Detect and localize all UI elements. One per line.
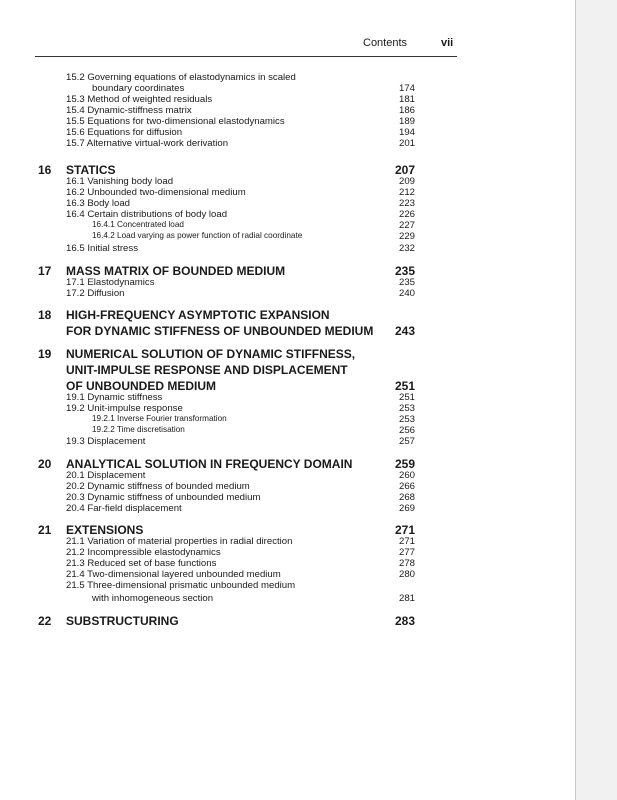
section-page-number: 223 (398, 198, 415, 209)
section-page-number: 201 (398, 138, 415, 149)
section-page-number: 240 (398, 288, 415, 299)
section-title: 16.5 Initial stress (66, 243, 138, 254)
section-title: 16.3 Body load (66, 198, 131, 209)
section-title: 17.1 Elastodynamics (66, 277, 155, 288)
chapter-page-number: 259 (394, 457, 415, 471)
section-page-number: 251 (398, 392, 415, 403)
section-page-number: 253 (398, 414, 415, 425)
chapter-page-number: 207 (394, 163, 415, 177)
section-page-number: 227 (398, 220, 415, 231)
section-title: 16.4 Certain distributions of body load (66, 209, 228, 220)
section-title: 19.2 Unit-impulse response (66, 403, 183, 414)
section-page-number: 186 (398, 105, 415, 116)
section-title: 19.1 Dynamic stiffness (66, 392, 163, 403)
subsection-title: 16.4.2 Load varying as power function of radial coordinate (92, 231, 303, 240)
section-page-number: 266 (398, 481, 415, 492)
section-page-number: 209 (398, 176, 415, 187)
section-title: 21.1 Variation of material properties in radial direction (66, 536, 293, 547)
section-page-number: 212 (398, 187, 415, 198)
section-title: 15.7 Alternative virtual-work derivation (66, 138, 229, 149)
section-page-number: 280 (398, 569, 415, 580)
section-page-number: 278 (398, 558, 415, 569)
section-title: 20.2 Dynamic stiffness of bounded medium (66, 481, 250, 492)
section-page-number: 235 (398, 277, 415, 288)
section-title: 17.2 Diffusion (66, 288, 125, 299)
section-title: 20.4 Far-field displacement (66, 503, 182, 514)
section-title: 16.1 Vanishing body load (66, 176, 174, 187)
chapter-number: 16 (38, 163, 52, 177)
chapter-title: MASS MATRIX OF BOUNDED MEDIUM (66, 264, 286, 278)
page-edge-divider (575, 0, 576, 800)
section-title: 19.3 Displacement (66, 436, 146, 447)
section-title: 15.2 Governing equations of elastodynamics in scaled (66, 72, 296, 83)
chapter-page-number: 235 (394, 264, 415, 278)
section-page-number: 256 (398, 425, 415, 436)
section-page-number: 174 (398, 83, 415, 94)
chapter-title: STATICS (66, 163, 116, 177)
subsection-title: 19.2.2 Time discretisation (92, 425, 185, 434)
section-title: 15.3 Method of weighted residuals (66, 94, 213, 105)
subsection-title: 16.4.1 Concentrated load (92, 220, 184, 229)
section-title: 15.5 Equations for two-dimensional elastodynamics (66, 116, 285, 127)
section-page-number: 229 (398, 231, 415, 242)
section-title: 21.2 Incompressible elastodynamics (66, 547, 221, 558)
section-page-number: 189 (398, 116, 415, 127)
chapter-number: 21 (38, 523, 52, 537)
running-header-title: Contents (363, 37, 408, 49)
section-page-number: 268 (398, 492, 415, 503)
chapter-page-number: 283 (394, 614, 415, 628)
section-title: 16.2 Unbounded two-dimensional medium (66, 187, 246, 198)
subsection-title: 19.2.1 Inverse Fourier transformation (92, 414, 227, 423)
chapter-title: NUMERICAL SOLUTION OF DYNAMIC STIFFNESS, (66, 347, 356, 361)
chapter-title: HIGH-FREQUENCY ASYMPTOTIC EXPANSION (66, 308, 330, 322)
section-page-number: 260 (398, 470, 415, 481)
section-page-number: 257 (398, 436, 415, 447)
section-title: 15.4 Dynamic-stiffness matrix (66, 105, 192, 116)
chapter-number: 17 (38, 264, 52, 278)
section-title: 21.3 Reduced set of base functions (66, 558, 217, 569)
chapter-number: 19 (38, 347, 52, 361)
chapter-title: FOR DYNAMIC STIFFNESS OF UNBOUNDED MEDIUM (66, 324, 374, 338)
section-page-number: 253 (398, 403, 415, 414)
chapter-page-number: 251 (394, 379, 415, 393)
chapter-title: ANALYTICAL SOLUTION IN FREQUENCY DOMAIN (66, 457, 353, 471)
section-title: 15.6 Equations for diffusion (66, 127, 183, 138)
section-title: 20.3 Dynamic stiffness of unbounded medium (66, 492, 261, 503)
section-page-number: 281 (398, 593, 415, 604)
section-page-number: 181 (398, 94, 415, 105)
section-page-number: 226 (398, 209, 415, 220)
chapter-title: EXTENSIONS (66, 523, 144, 537)
section-page-number: 232 (398, 243, 415, 254)
chapter-title: UNIT-IMPULSE RESPONSE AND DISPLACEMENT (66, 363, 348, 377)
chapter-number: 22 (38, 614, 52, 628)
section-title: with inhomogeneous section (92, 593, 214, 604)
section-page-number: 271 (398, 536, 415, 547)
chapter-number: 18 (38, 308, 52, 322)
section-page-number: 194 (398, 127, 415, 138)
header-rule (35, 56, 457, 57)
section-page-number: 277 (398, 547, 415, 558)
running-header-page-number: vii (441, 37, 454, 49)
chapter-number: 20 (38, 457, 52, 471)
section-page-number: 269 (398, 503, 415, 514)
chapter-title: OF UNBOUNDED MEDIUM (66, 379, 216, 393)
section-title: 20.1 Displacement (66, 470, 146, 481)
chapter-page-number: 271 (394, 523, 415, 537)
chapter-title: SUBSTRUCTURING (66, 614, 179, 628)
section-title: 21.5 Three-dimensional prismatic unbounded medium (66, 580, 296, 591)
section-title: boundary coordinates (92, 83, 185, 94)
chapter-page-number: 243 (394, 324, 415, 338)
section-title: 21.4 Two-dimensional layered unbounded medium (66, 569, 281, 580)
